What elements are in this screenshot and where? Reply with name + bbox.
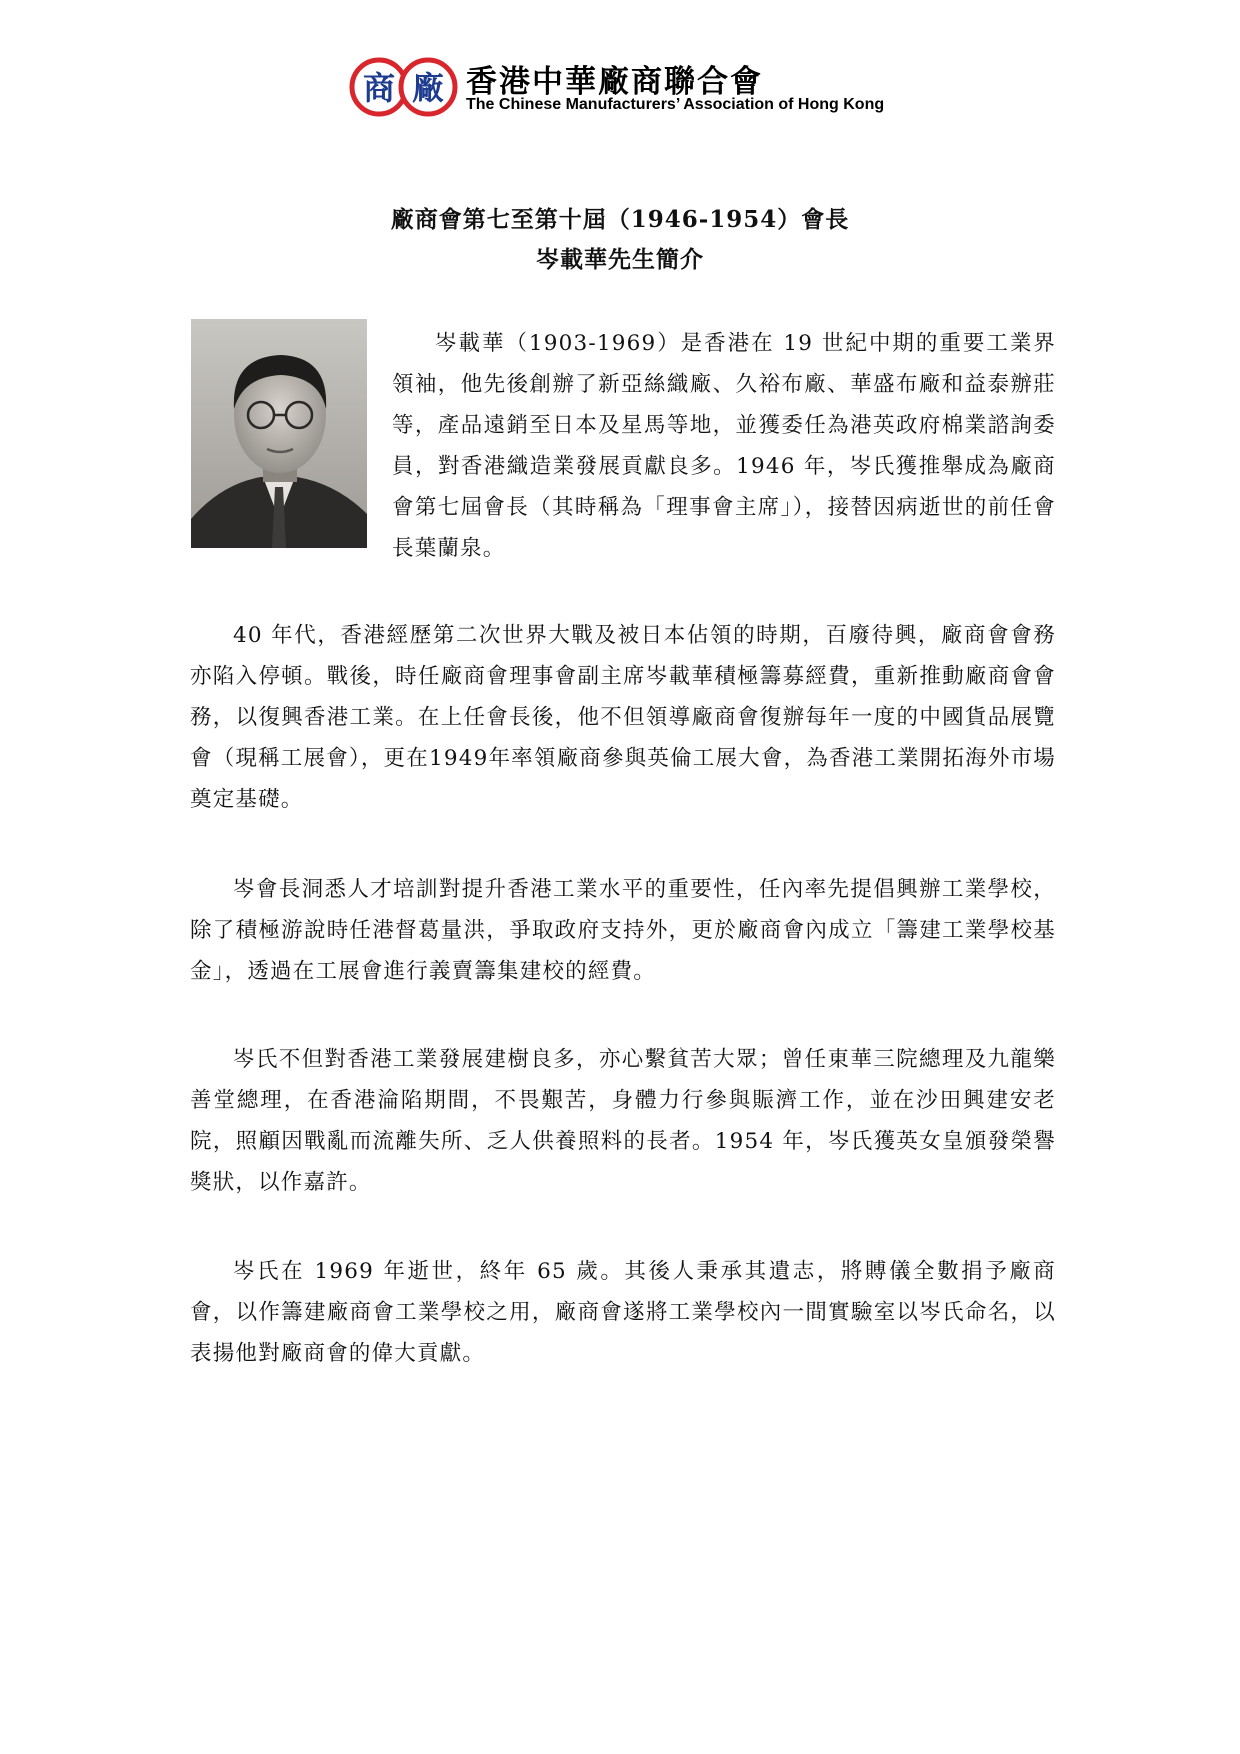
paragraph-postwar-revival: 40 年代，香港經歷第二次世界大戰及被日本佔領的時期，百廢待興，廠商會會務亦陷入停頓。戰後，時任廠商會理事會副主席岑載華積極籌募經費，重新推動廠商會會務，以復興香港工業。在上任會長後，他不但領導廠商會復辦每年一度的中國貨品展覽會（現稱工展會），更在1949年率領廠商參與英倫工展大會，為香港工業開拓海外市場奠定基礎。 — [190, 623, 1056, 812]
portrait-image-icon — [191, 319, 367, 548]
portrait-photo — [191, 319, 367, 548]
org-name-chinese: 香港中華廠商聯合會 — [466, 64, 763, 100]
cma-logo-icon — [348, 56, 460, 118]
logo-glyph-chang: 廠 — [411, 69, 445, 107]
org-name-english: The Chinese Manufacturers’ Association of Hong Kong — [466, 96, 885, 113]
letterhead — [348, 54, 908, 120]
title-line-2: 岑載華先生簡介 — [536, 246, 704, 273]
document-title — [0, 200, 1240, 280]
title-line-1: 廠商會第七至第十屆（1946-1954）會長 — [390, 206, 850, 233]
paragraph-legacy: 岑氏在 1969 年逝世，終年 65 歲。其後人秉承其遺志，將賻儀全數捐予廠商會，以作籌建廠商會工業學校之用，廠商會遂將工業學校內一間實驗室以岑氏命名，以表揚他對廠商會的偉大貢獻。 — [190, 1259, 1056, 1366]
paragraph-introduction: 岑載華（1903-1969）是香港在 19 世紀中期的重要工業界領袖，他先後創辦了新亞絲織廠、久裕布廠、華盛布廠和益泰辦莊等，產品遠銷至日本及星馬等地，並獲委任為港英政府棉業諮詢委員，對香港織造業發展貢獻良多。1946 年，岑氏獲推舉成為廠商會第七屆會長（其時稱為「理事會主席」），接替因病逝世的前任會長葉蘭泉。 — [392, 331, 1056, 561]
logo-glyph-shang: 商 — [362, 69, 396, 107]
paragraph-industrial-school: 岑會長洞悉人才培訓對提升香港工業水平的重要性，任內率先提倡興辦工業學校，除了積極游說時任港督葛量洪，爭取政府支持外，更於廠商會內成立「籌建工業學校基金」，透過在工展會進行義賣籌集建校的經費。 — [190, 877, 1056, 984]
paragraph-charity-work: 岑氏不但對香港工業發展建樹良多，亦心繫貧苦大眾；曾任東華三院總理及九龍樂善堂總理，在香港淪陷期間，不畏艱苦，身體力行參與賑濟工作，並在沙田興建安老院，照顧因戰亂而流離失所、乏人供養照料的長者。1954 年，岑氏獲英女皇頒發榮譽獎狀，以作嘉許。 — [190, 1047, 1056, 1195]
